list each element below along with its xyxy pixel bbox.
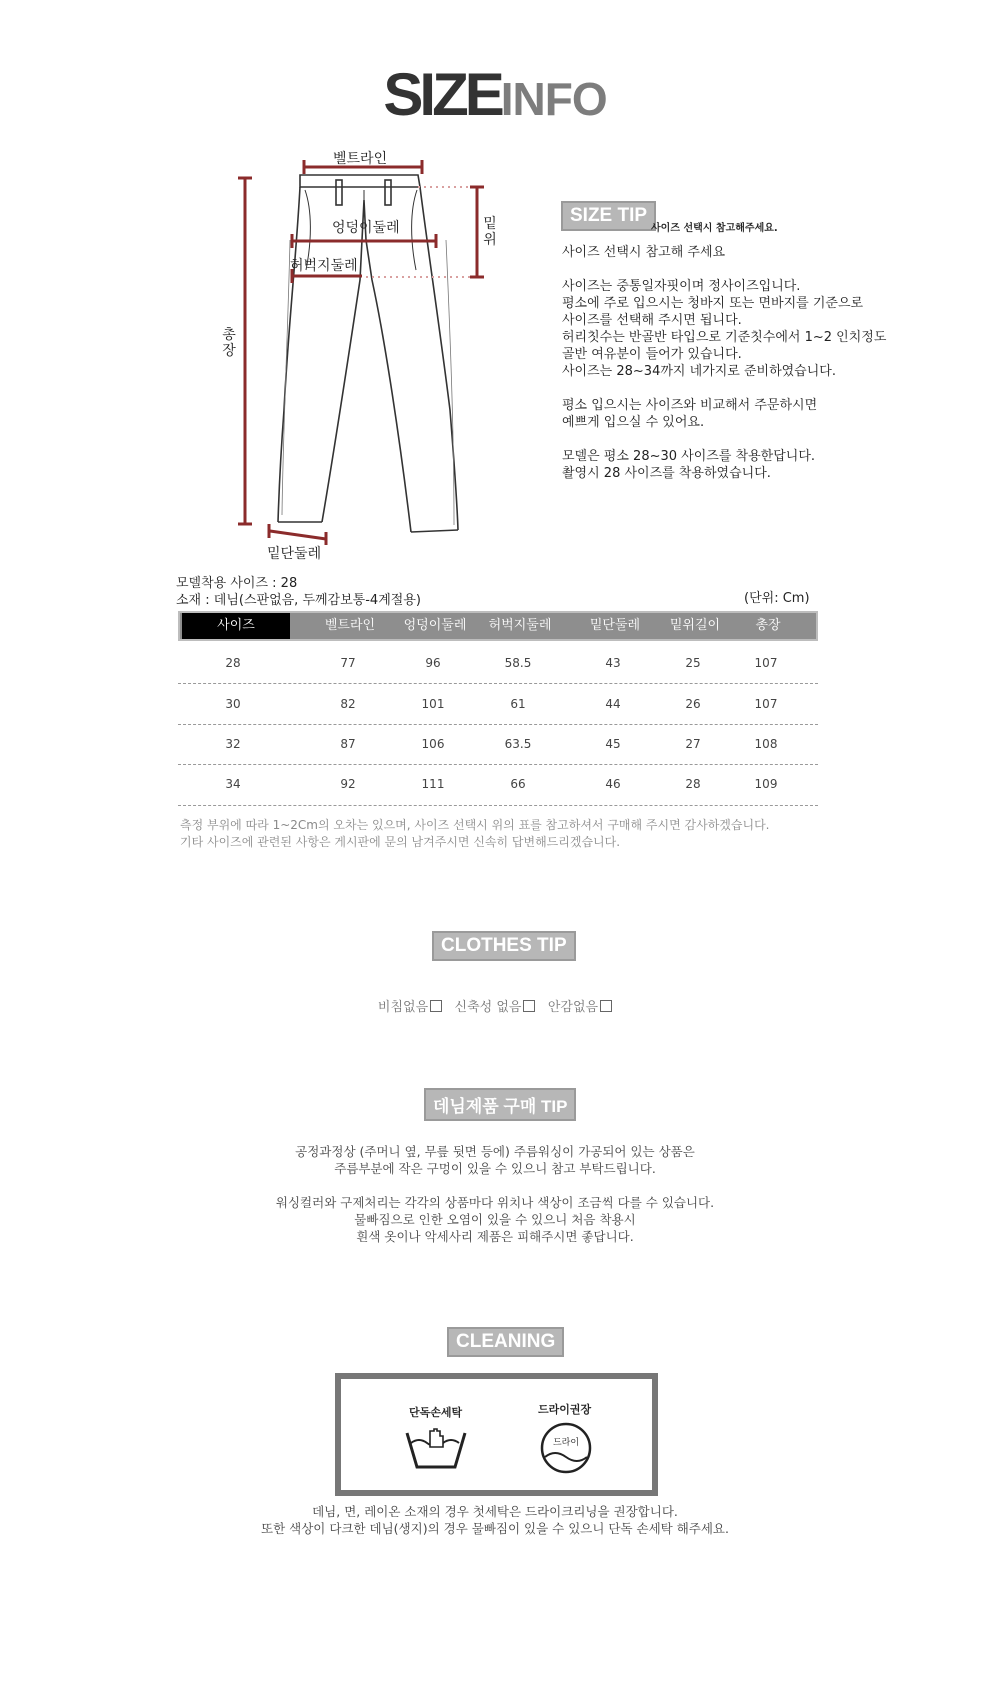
- denim-tip-line: 흰색 옷이나 악세사리 제품은 피해주시면 좋답니다.: [356, 1229, 634, 1244]
- size-tip-line: 골반 여유분이 들어가 있습니다.: [562, 347, 742, 362]
- size-tip-line: [562, 261, 886, 278]
- item-no-lining: [548, 1000, 612, 1015]
- cell: 109: [754, 777, 778, 791]
- cleaning-text: [0, 1503, 990, 1537]
- cell: 61: [510, 697, 526, 711]
- size-tip-badge: SIZE TIP: [561, 201, 656, 231]
- denim-tip-line: 주름부분에 작은 구멍이 있을 수 있으니 참고 부탁드립니다.: [334, 1161, 656, 1176]
- dry-clean-icon: [539, 1421, 595, 1477]
- cell: 82: [340, 697, 356, 711]
- cell: 107: [754, 697, 778, 711]
- hand-wash-icon: [403, 1427, 469, 1475]
- item-label: 비침없음: [377, 1000, 429, 1015]
- cell: 111: [421, 777, 445, 791]
- size-tip-text: [562, 244, 886, 482]
- cell: 44: [605, 697, 621, 711]
- size-tip-line: [562, 431, 886, 448]
- note-line: 측정 부위에 따라 1~2Cm의 오차는 있으며, 사이즈 선택시 위의 표를 참고하셔서 구매해 주시면 감사하겠습니다.: [180, 818, 770, 832]
- label-length-2: 장: [222, 343, 236, 359]
- label-thigh: 허벅지둘레: [290, 258, 358, 274]
- cell: 108: [754, 737, 778, 751]
- label-length: [221, 327, 237, 359]
- clothes-tip-items: [0, 996, 990, 1015]
- clothes-tip-badge: CLOTHES TIP: [432, 931, 576, 961]
- cell: 30: [225, 697, 241, 711]
- cell: 43: [605, 656, 621, 670]
- dry-clean-label: 드라이권장: [538, 1403, 592, 1416]
- cell: 96: [425, 656, 441, 670]
- model-size: 모델착용 사이즈 : 28: [176, 576, 298, 591]
- cell: 45: [605, 737, 621, 751]
- table-row: [178, 644, 818, 684]
- row-divider: [178, 683, 818, 684]
- note-line: 기타 사이즈에 관련된 사항은 게시판에 문의 남겨주시면 신속히 답변해드리겠습니다.: [180, 835, 621, 849]
- header-size: 사이즈: [182, 613, 290, 639]
- cell: 106: [421, 737, 445, 751]
- denim-tip-text: [0, 1143, 990, 1245]
- cell: 58.5: [504, 656, 532, 670]
- size-table-header: [178, 611, 818, 641]
- cell: 77: [340, 656, 356, 670]
- size-tip-line: 평소에 주로 입으시는 청바지 또는 면바지를 기준으로: [562, 296, 864, 311]
- cell: 27: [685, 737, 701, 751]
- label-belt-line: 벨트라인: [333, 151, 388, 167]
- label-length-1: 총: [222, 327, 236, 343]
- cleaning-line: 데님, 면, 레이온 소재의 경우 첫세탁은 드라이크리닝을 권장합니다.: [312, 1504, 678, 1519]
- header-belt: 벨트라인: [324, 618, 376, 633]
- denim-tip-line: 워싱컬러와 구제처리는 각각의 상품마다 위치나 색상이 조금씩 다를 수 있습니다.: [275, 1195, 715, 1210]
- cell: 25: [685, 656, 701, 670]
- size-tip-line: 사이즈 선택시 참고해 주세요: [562, 245, 726, 260]
- hand-wash-label: 단독손세탁: [409, 1406, 463, 1419]
- size-tip-subtitle: 사이즈 선택시 참고해주세요.: [651, 223, 778, 234]
- cleaning-box: [335, 1373, 658, 1496]
- size-tip-line: 사이즈를 선택해 주시면 됩니다.: [562, 313, 742, 328]
- size-tip-line: 사이즈는 28~34까지 네가지로 준비하였습니다.: [562, 364, 836, 379]
- denim-tip-line: 공정과정상 (주머니 옆, 무릎 뒷면 등에) 주름워싱이 가공되어 있는 상품은: [295, 1144, 695, 1159]
- size-tip-line: 모델은 평소 28~30 사이즈를 착용한답니다.: [562, 449, 816, 464]
- cell: 63.5: [504, 737, 532, 751]
- title-sub: INFO: [500, 73, 607, 125]
- size-tip-line: 촬영시 28 사이즈를 착용하였습니다.: [562, 466, 771, 481]
- cell: 28: [225, 656, 241, 670]
- size-tip-line: 허리칫수는 반골반 타입으로 기준칫수에서 1~2 인치정도: [562, 330, 887, 345]
- size-tip-line: [562, 380, 886, 397]
- label-hem: 밑단둘레: [267, 546, 322, 562]
- denim-tip-line: [0, 1177, 990, 1194]
- cell: 32: [225, 737, 241, 751]
- cell: 34: [225, 777, 241, 791]
- material: 소재 : 데님(스판없음, 두께감보통-4계절용): [176, 593, 421, 608]
- row-divider: [178, 805, 818, 806]
- dry-icon-text: 드라이: [552, 1438, 580, 1448]
- label-hip: 엉덩이둘레: [332, 220, 400, 236]
- table-row: [178, 685, 818, 725]
- label-rise-1: 밑: [483, 216, 497, 232]
- cleaning-badge: CLEANING: [447, 1327, 564, 1357]
- pants-diagram: [215, 150, 485, 545]
- cell: 92: [340, 777, 356, 791]
- checkbox-icon: [430, 1000, 442, 1012]
- table-row: [178, 765, 818, 805]
- item-label: 신축성 없음: [454, 1000, 522, 1015]
- label-rise: [482, 216, 498, 248]
- label-rise-2: 위: [483, 232, 497, 248]
- header-hip: 엉덩이둘레: [403, 618, 467, 633]
- denim-tip-badge: 데님제품 구매 TIP: [424, 1088, 576, 1121]
- header-length: 총장: [755, 618, 781, 633]
- cell: 26: [685, 697, 701, 711]
- checkbox-icon: [600, 1000, 612, 1012]
- cell: 66: [510, 777, 526, 791]
- item-no-see-through: [378, 1000, 442, 1015]
- header-hem: 밑단둘레: [589, 618, 641, 633]
- item-no-stretch: [455, 1000, 536, 1015]
- page-title: [0, 60, 990, 129]
- title-main: SIZE: [383, 61, 501, 128]
- header-rise: 밑위길이: [669, 618, 721, 633]
- denim-tip-line: 물빠짐으로 인한 오염이 있을 수 있으니 처음 착용시: [354, 1212, 636, 1227]
- item-label: 안감없음: [547, 1000, 599, 1015]
- cell: 87: [340, 737, 356, 751]
- unit-label: (단위: Cm): [744, 591, 810, 606]
- cleaning-line: 또한 색상이 다크한 데님(생지)의 경우 물빠짐이 있을 수 있으니 단독 손세탁 해주세요.: [261, 1521, 729, 1536]
- size-tip-line: 사이즈는 중통일자핏이며 정사이즈입니다.: [562, 279, 801, 294]
- checkbox-icon: [523, 1000, 535, 1012]
- cell: 101: [421, 697, 445, 711]
- header-thigh: 허벅지둘레: [488, 618, 552, 633]
- cell: 107: [754, 656, 778, 670]
- cell: 28: [685, 777, 701, 791]
- size-tip-line: 평소 입으시는 사이즈와 비교해서 주문하시면: [562, 398, 818, 413]
- table-row: [178, 725, 818, 765]
- cell: 46: [605, 777, 621, 791]
- size-tip-line: 예쁘게 입으실 수 있어요.: [562, 415, 705, 430]
